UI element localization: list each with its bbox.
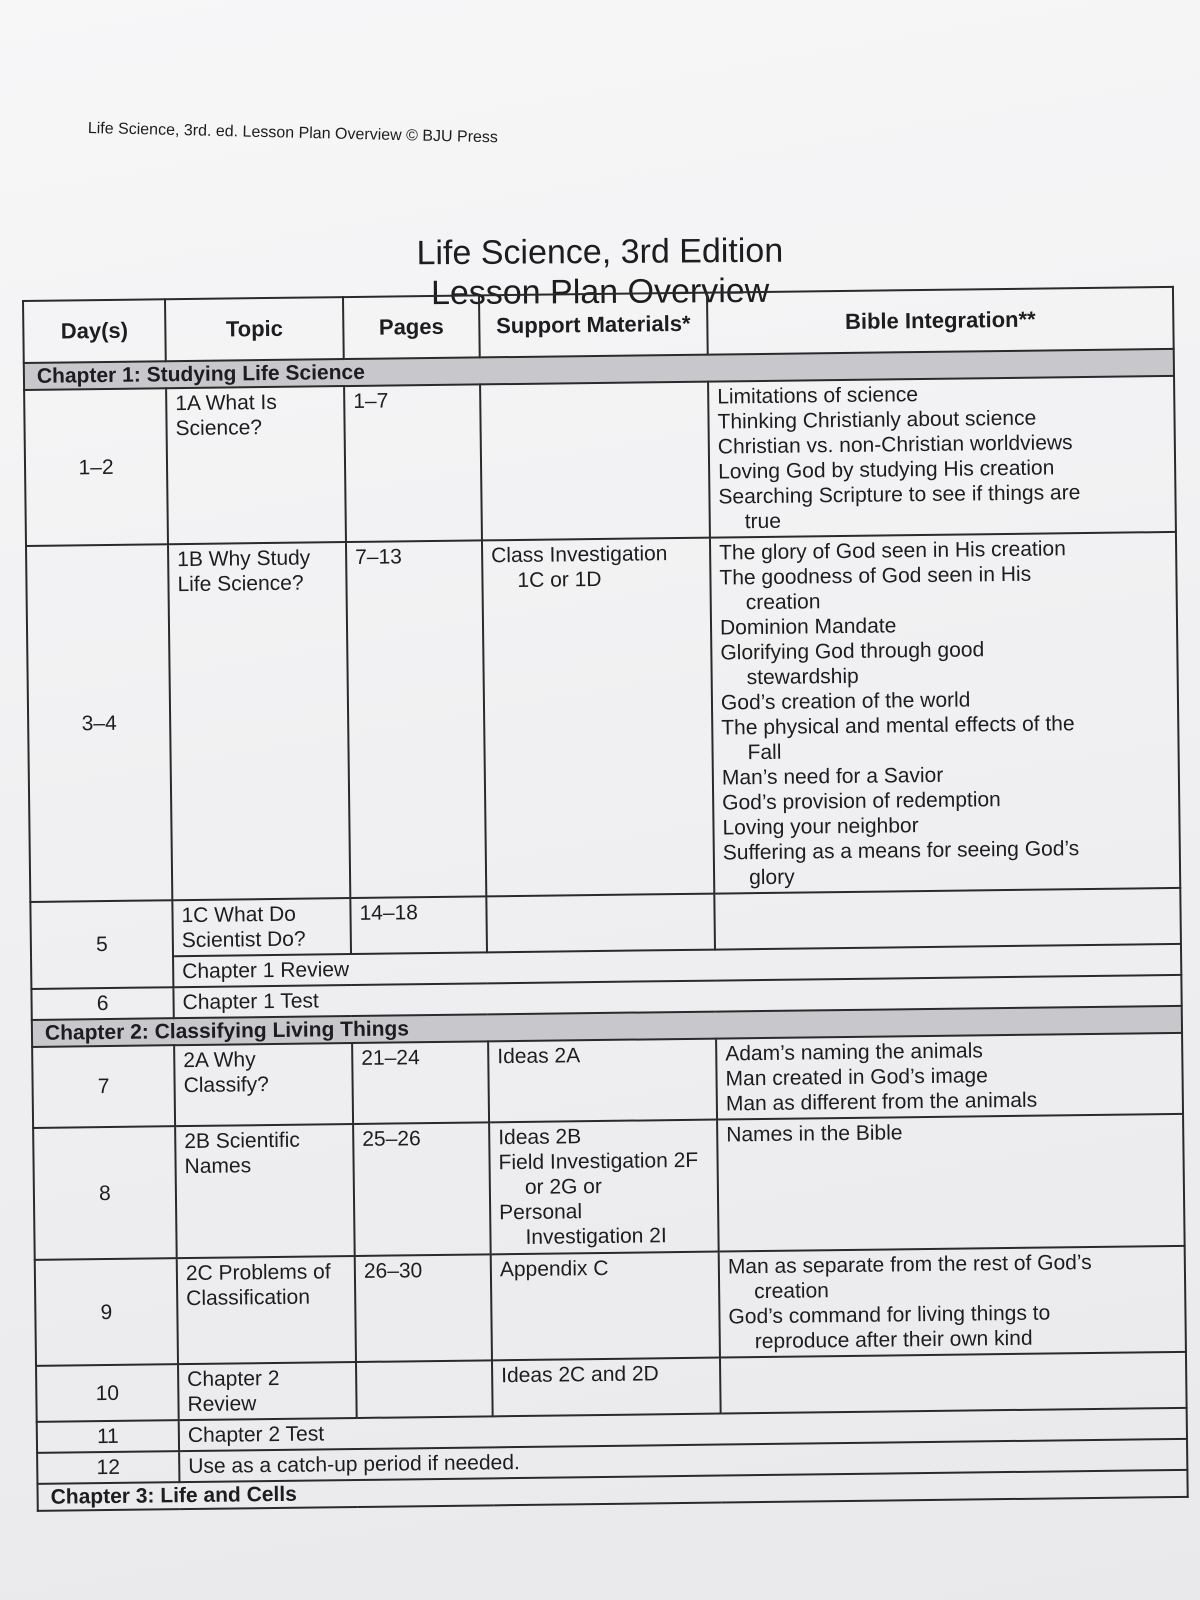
bible-line: Limitations of science xyxy=(717,383,919,409)
table-row xyxy=(35,1246,1186,1366)
topic-cell: 1A What Is Science? xyxy=(166,386,346,544)
days-cell: 8 xyxy=(33,1126,177,1260)
bible-line: Names in the Bible xyxy=(726,1121,903,1147)
support-line: Appendix C xyxy=(499,1256,609,1282)
title-line-2: Lesson Plan Overview xyxy=(430,271,770,313)
chapter-3-heading: Chapter 3: Life and Cells xyxy=(37,1470,1187,1511)
days-cell: 10 xyxy=(36,1364,179,1422)
support-line: Field Investigation 2F xyxy=(498,1148,699,1175)
topic-cell: Chapter 1 Test xyxy=(173,975,1181,1018)
bible-cell xyxy=(716,1033,1183,1120)
bible-line: Fall xyxy=(747,740,782,765)
bible-cell xyxy=(714,888,1181,950)
pages-cell: 21–24 xyxy=(352,1041,489,1124)
days-cell: 11 xyxy=(37,1420,179,1453)
chapter-1-heading: Chapter 1: Studying Life Science xyxy=(24,349,1174,390)
bible-line: Man as separate from the rest of God’s xyxy=(727,1251,1092,1279)
lesson-plan-table-wrapper xyxy=(22,286,1187,1512)
table-row xyxy=(26,532,1180,902)
bible-line: Thinking Christianly about science xyxy=(717,406,1037,434)
topic-cell: Chapter 2 Test xyxy=(179,1408,1187,1451)
bible-line: Adam’s naming the animals xyxy=(725,1039,983,1066)
review-cell: Chapter 1 Review xyxy=(173,944,1181,987)
support-line: Ideas 2B xyxy=(498,1125,582,1150)
bible-line: true xyxy=(744,509,782,534)
bible-line: Loving God by studying His creation xyxy=(718,456,1055,484)
bible-line: Suffering as a means for seeing God’s xyxy=(722,837,1080,865)
bible-cell xyxy=(719,1246,1186,1358)
days-cell: 6 xyxy=(31,987,173,1020)
bible-line: Dominion Mandate xyxy=(719,614,897,640)
bible-line: Man’s need for a Savior xyxy=(721,763,944,790)
bible-line: God’s command for living things to xyxy=(728,1301,1051,1329)
support-cell xyxy=(492,1358,721,1417)
table-row xyxy=(24,376,1176,546)
topic-cell: 1B Why Study Life Science? xyxy=(168,542,350,900)
days-cell: 12 xyxy=(37,1451,179,1484)
bible-line: Christian vs. non-Christian worldviews xyxy=(717,431,1073,459)
days-cell: 5 xyxy=(30,900,173,989)
support-line: Investigation 2I xyxy=(525,1224,667,1249)
bible-line: Loving your neighbor xyxy=(722,814,919,840)
bible-cell xyxy=(717,1114,1185,1252)
days-cell: 1–2 xyxy=(24,388,168,546)
support-cell xyxy=(489,1120,719,1255)
support-line: or 2G or xyxy=(524,1174,603,1199)
col-header-pages: Pages xyxy=(343,295,480,359)
chapter-2-heading: Chapter 2: Classifying Living Things xyxy=(32,1006,1182,1047)
support-line: Ideas 2A xyxy=(497,1044,581,1069)
bible-line: The goodness of God seen in His xyxy=(719,562,1032,590)
bible-line: glory xyxy=(748,865,795,890)
bible-cell xyxy=(710,532,1180,894)
pages-cell: 14–18 xyxy=(350,896,487,954)
topic-cell: 2C Problems of Classification xyxy=(177,1256,356,1364)
topic-cell: 1C What Do Scientist Do? xyxy=(172,898,351,956)
topic-cell: 2B Scientific Names xyxy=(175,1124,355,1258)
bible-line: Glorifying God through good xyxy=(720,638,985,665)
header-note: Life Science, 3rd. ed. Lesson Plan Overview © BJU Press xyxy=(87,120,499,147)
col-header-days: Day(s) xyxy=(23,299,166,363)
pages-cell xyxy=(356,1360,493,1418)
col-header-support: Support Materials* xyxy=(479,293,708,358)
pages-cell: 1–7 xyxy=(344,384,482,542)
bible-line: Man as different from the animals xyxy=(725,1088,1038,1116)
days-cell: 9 xyxy=(35,1258,178,1366)
bible-line: God’s provision of redemption xyxy=(722,788,1001,815)
bible-line: Searching Scripture to see if things are xyxy=(718,481,1081,509)
pages-cell: 26–30 xyxy=(355,1254,492,1362)
pages-cell: 25–26 xyxy=(353,1122,491,1256)
lesson-plan-table xyxy=(22,286,1189,1512)
topic-cell: Chapter 2 Review xyxy=(178,1362,357,1420)
support-cell xyxy=(482,538,714,897)
table-row xyxy=(33,1114,1185,1260)
bible-line: stewardship xyxy=(746,664,859,690)
col-header-bible: Bible Integration** xyxy=(707,287,1174,355)
bible-line: God’s creation of the world xyxy=(720,688,971,715)
days-cell: 3–4 xyxy=(26,544,172,902)
support-line: Class Investigation xyxy=(491,542,668,568)
bible-line: The glory of God seen in His creation xyxy=(719,537,1066,565)
bible-line: reproduce after their own kind xyxy=(754,1326,1033,1354)
support-cell xyxy=(486,894,715,953)
support-line: Ideas 2C and 2D xyxy=(501,1362,659,1388)
support-line: Personal xyxy=(499,1200,583,1225)
bible-cell xyxy=(720,1352,1187,1414)
bible-line: creation xyxy=(754,1279,830,1304)
support-cell xyxy=(480,382,710,541)
days-cell: 7 xyxy=(32,1045,175,1128)
pages-cell: 7–13 xyxy=(346,540,486,898)
title-line-1: Life Science, 3rd Edition xyxy=(416,231,784,273)
support-line: 1C or 1D xyxy=(517,567,602,592)
topic-cell: Use as a catch-up period if needed. xyxy=(179,1439,1187,1482)
table-row xyxy=(32,1033,1183,1128)
bible-line: creation xyxy=(745,590,821,615)
bible-line: The physical and mental effects of the xyxy=(721,712,1075,740)
topic-cell: 2A Why Classify? xyxy=(174,1043,353,1126)
bible-line: Man created in God’s image xyxy=(725,1064,988,1091)
col-header-topic: Topic xyxy=(165,297,344,361)
support-cell xyxy=(491,1252,720,1361)
bible-cell xyxy=(708,376,1176,538)
support-cell xyxy=(488,1039,717,1123)
